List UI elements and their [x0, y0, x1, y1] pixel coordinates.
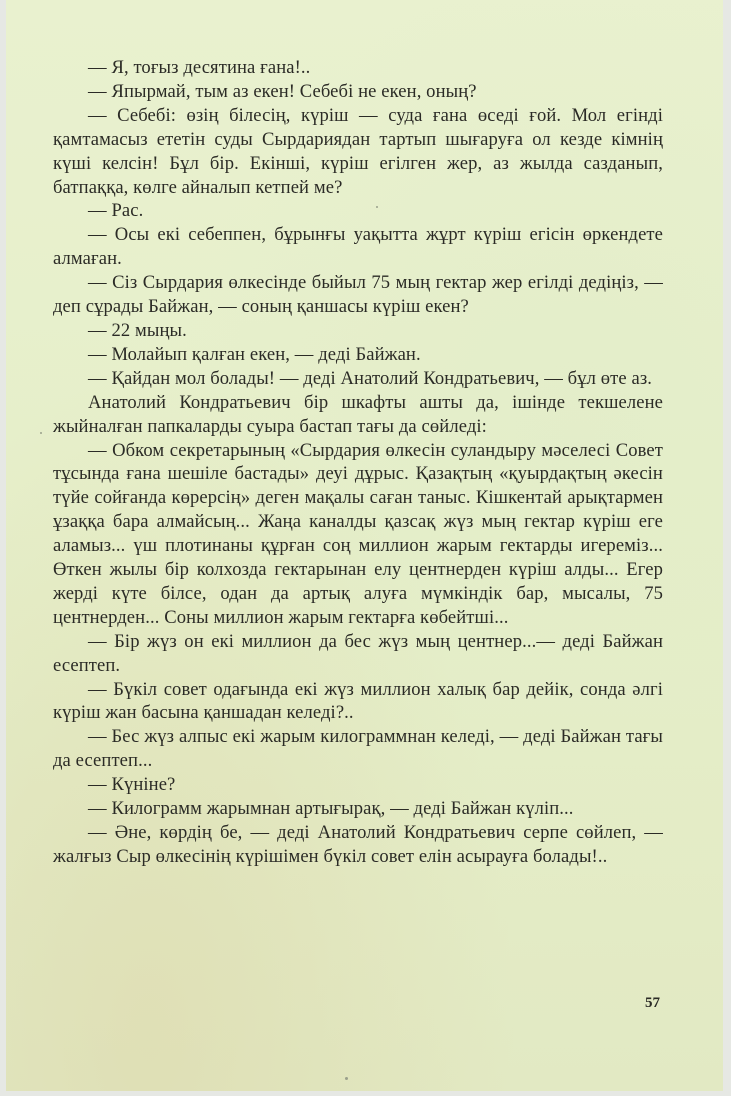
page-text [53, 56, 663, 869]
paragraph: — Бір жүз он екі миллион да бес жүз мың центнер...— деді Байжан есептеп. [53, 630, 663, 676]
paragraph: — Себебі: өзің білесің, күріш — суда ғана өседі ғой. Мол егінді қамтамасыз ететін суды Сырдариядан тартып шығаруға ол кезде кімнің күші келсін! Бұл бір. Екінші, күріш егілген жер, аз жылда сазданып, батпаққа, көлге айналып кетпей ме? [53, 104, 663, 198]
paragraph: — Обком секретарының «Сырдария өлкесін суландыру мәселесі Совет тұсында ғана шешіле бастады» деуі дұрыс. Қазақтың «қуырдақтың әкесін түйе сойғанда көрерсің» деген мақалы саған таныс. Кішкентай арықтармен ұзаққа бара алмайсың... Жаңа каналды қазсақ жүз мың гектар күріш еге аламыз... үш плотинаны құрған соң миллион жарым гектарды игереміз... Өткен жылы бір колхозда гектарынан елу центнерден күріш алды... Егер жерді күте білсе, одан да артық алуға мүмкіндік бар, мысалы, 75 центнерден... Соны миллион жарым гектарға көбейтші... [53, 439, 663, 628]
paragraph: — 22 мыңы. [88, 319, 187, 341]
book-page [6, 0, 723, 1091]
print-speck [40, 432, 42, 434]
paragraph: — Әне, көрдің бе, — деді Анатолий Кондратьевич серпе сөйлеп, — жалғыз Сыр өлкесінің күрішімен бүкіл совет елін асырауға болады!.. [53, 822, 663, 867]
paragraph: — Я, тоғыз десятина ғана!.. [88, 57, 311, 78]
paragraph: — Килограмм жарымнан артығырақ, — деді Байжан күліп... [88, 798, 574, 820]
paragraph: — Осы екі себеппен, бұрынғы уақытта жұрт күріш егісін өркендете алмаған. [53, 224, 663, 270]
paragraph: — Япырмай, тым аз екен! Себебі не екен, оның? [88, 80, 477, 102]
paragraph: — Бүкіл совет одағында екі жүз миллион халық бар дейік, сонда әлгі күріш жан басына қаншадан келеді?.. [53, 678, 663, 724]
print-speck [345, 1077, 348, 1080]
paragraph: — Рас. [88, 200, 144, 222]
paragraph: — Сіз Сырдария өлкесінде быйыл 75 мың гектар жер егілді дедіңіз, — деп сұрады Байжан, — соның қаншасы күріш екен? [53, 272, 663, 318]
paragraph: — Бес жүз алпыс екі жарым килограммнан келеді, — деді Байжан тағы да есептеп... [53, 726, 663, 772]
paragraph: — Молайып қалған екен, — деді Байжан. [88, 343, 421, 365]
page-number: 57 [645, 995, 660, 1011]
paragraph: — Күніне? [88, 774, 176, 796]
print-speck [376, 206, 378, 208]
paragraph: Анатолий Кондратьевич бір шкафты ашты да, ішінде текшелене жыйналған папкаларды суыра бастап тағы да сөйледі: [53, 391, 663, 437]
paragraph: — Қайдан мол болады! — деді Анатолий Кондратьевич, — бұл өте аз. [88, 367, 653, 389]
